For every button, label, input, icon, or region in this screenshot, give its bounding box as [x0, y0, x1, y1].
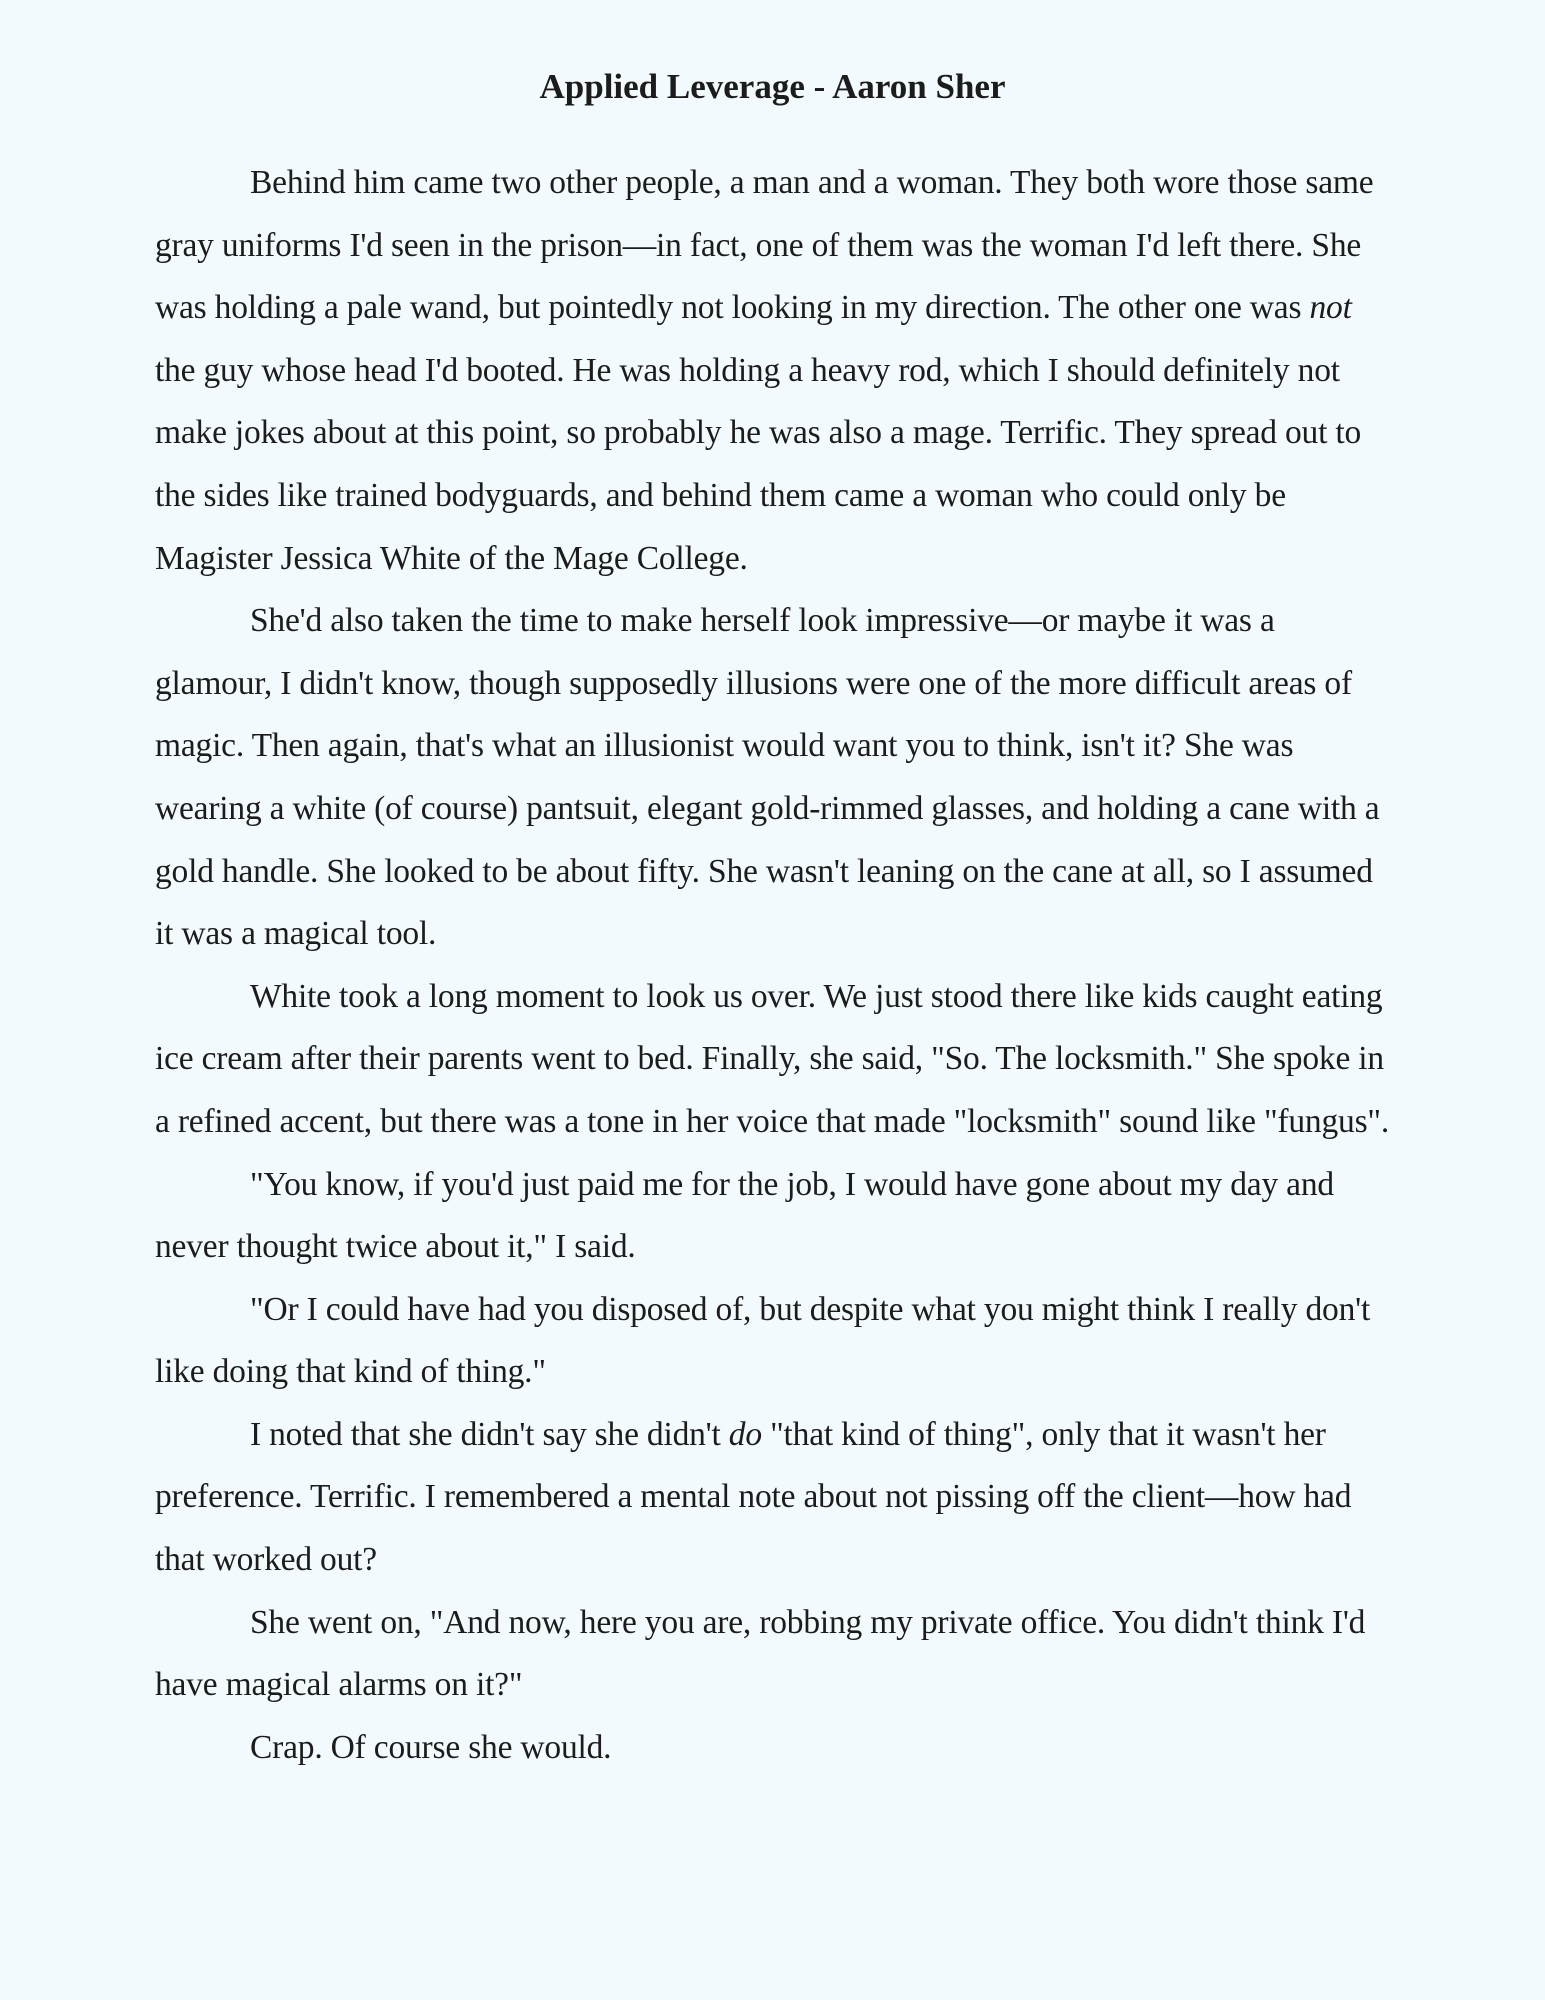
story-body — [155, 152, 1390, 1779]
page-title: Applied Leverage - Aaron Sher — [539, 67, 1006, 106]
paragraph-4: "You know, if you'd just paid me for the job, I would have gone about my day and never thought twice about it," I said. — [155, 1165, 1334, 1266]
paragraph-1-text-b: the guy whose head I'd booted. He was holding a heavy rod, which I should definitely not make jokes about at this point, so probably he was also a mage. Terrific. They spread out to the sides like trained bodyguards, and behind them came a woman who could only be Magister Jessica White of the Mage College. — [155, 351, 1362, 577]
emphasis-do: do — [728, 1415, 762, 1453]
paragraph-1 — [155, 152, 1390, 590]
paragraph-8: Crap. Of course she would. — [250, 1728, 612, 1766]
paragraph-1-text-a: Behind him came two other people, a man and a woman. They both wore those same gray uniforms I'd seen in the prison—in fact, one of them was the woman I'd left there. She was holding a pale wand, but pointedly not looking in my direction. The other one was — [155, 164, 1374, 327]
emphasis-not: not — [1309, 289, 1352, 327]
paragraph-5: "Or I could have had you disposed of, but despite what you might think I really don't like doing that kind of thing." — [155, 1290, 1371, 1391]
paragraph-6-text-a: I noted that she didn't say she didn't — [250, 1415, 729, 1453]
paragraph-2: She'd also taken the time to make herself look impressive—or maybe it was a glamour, I didn't know, though supposedly illusions were one of the more difficult areas of magic. Then again, that's what an illusionist would want you to think, isn't it? She was wearing a white (of course) pantsuit, elegant gold-rimmed glasses, and holding a cane with a gold handle. She looked to be about fifty. She wasn't leaning on the cane at all, so I assumed it was a magical tool. — [155, 602, 1380, 953]
paragraph-6-text-b: "that kind of thing", only that it wasn't her preference. Terrific. I remembered a mental note about not pissing off the client—how had that worked out? — [155, 1415, 1352, 1579]
paragraph-7: She went on, "And now, here you are, robbing my private office. You didn't think I'd have magical alarms on it?" — [155, 1603, 1366, 1704]
paragraph-6 — [155, 1404, 1390, 1592]
paragraph-3: White took a long moment to look us over. We just stood there like kids caught eating ice cream after their parents went to bed. Finally, she said, "So. The locksmith." She spoke in a refined accent, but there was a tone in her voice that made "locksmith" sound like "fungus". — [155, 977, 1390, 1140]
